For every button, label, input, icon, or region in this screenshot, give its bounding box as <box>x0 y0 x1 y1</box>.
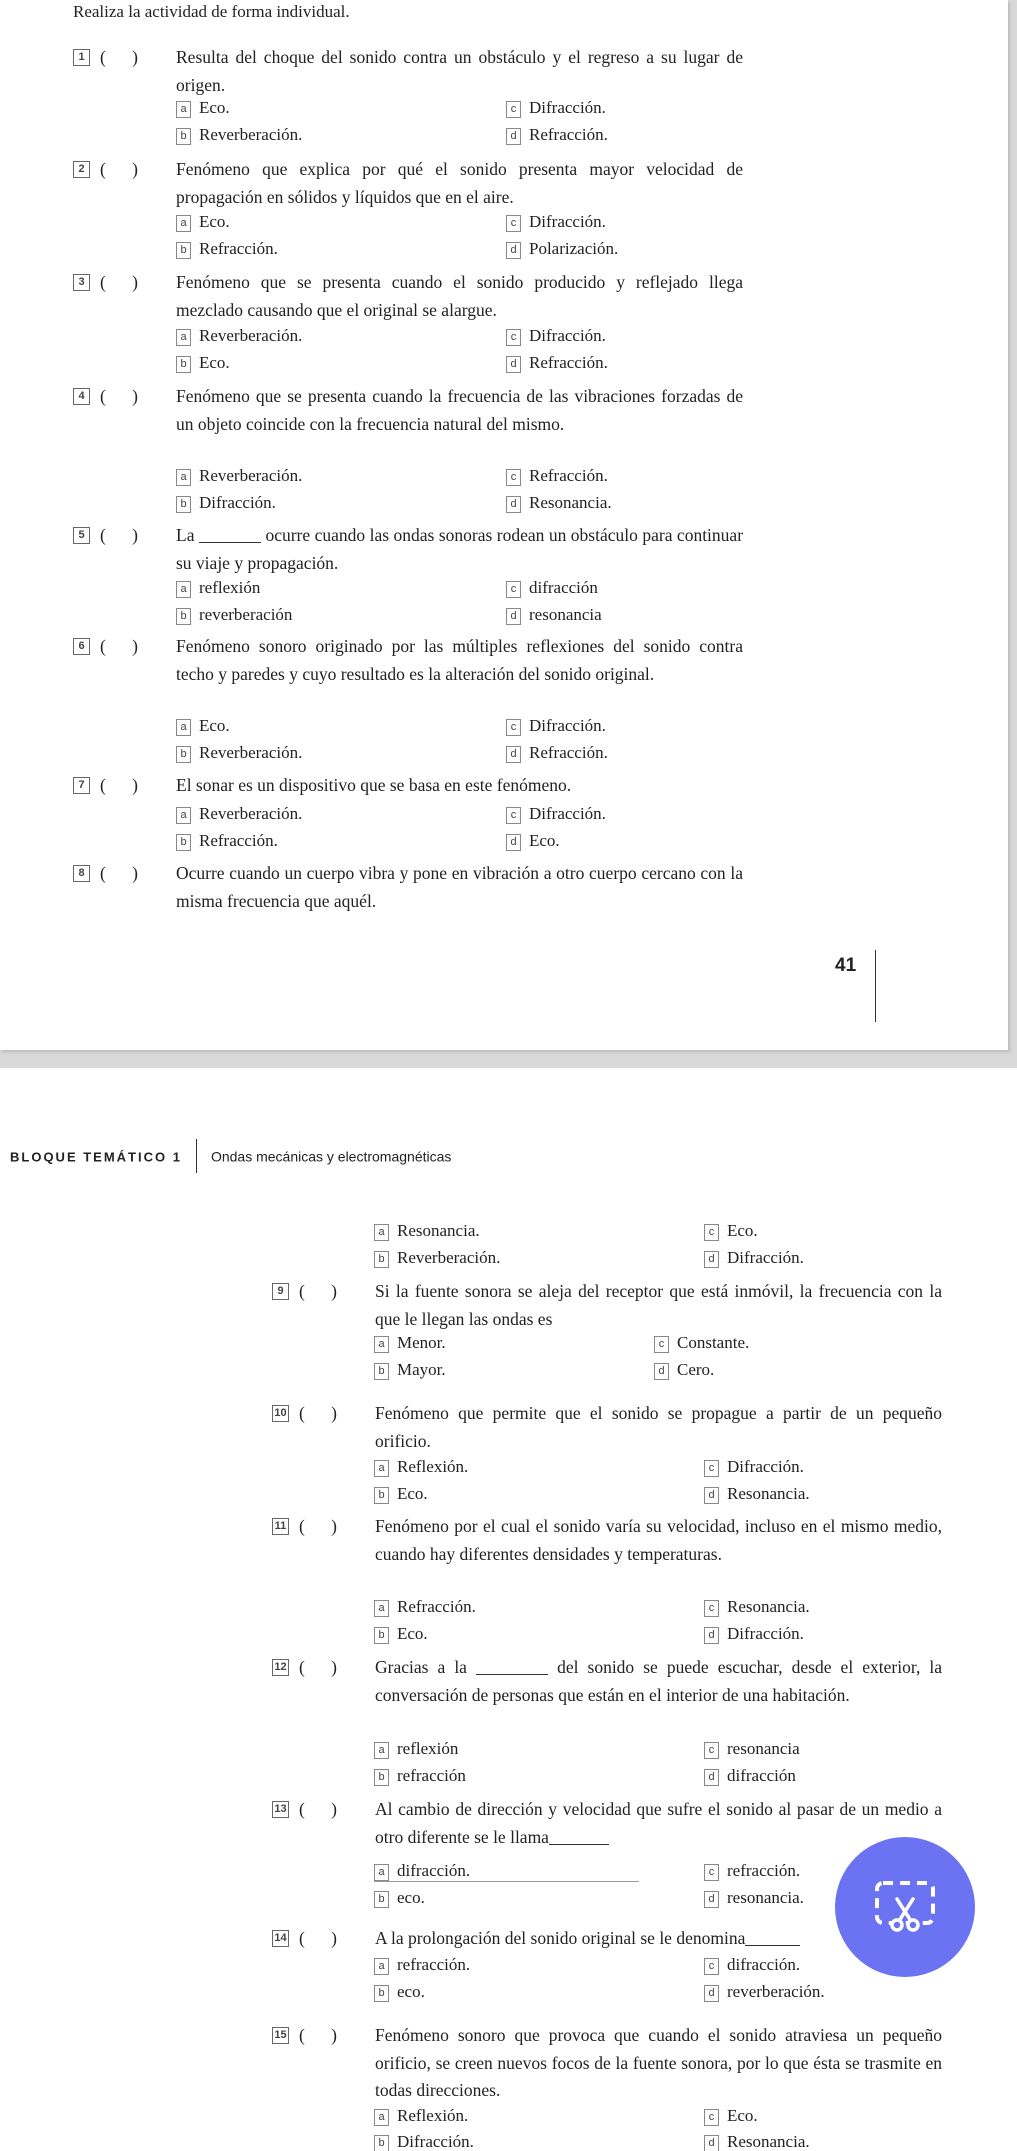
question-text: La ocurre cuando las ondas sonoras rodean un obstáculo para continuar su viaje y propagación. <box>176 525 744 573</box>
option-a[interactable]: a Eco. <box>176 716 230 736</box>
option-d[interactable]: d Polarización. <box>506 239 618 259</box>
question-number: 2 <box>73 161 90 178</box>
question-number: 6 <box>73 638 90 655</box>
option-d[interactable]: d Difracción. <box>704 1624 804 1644</box>
question-number: 1 <box>73 49 90 66</box>
question-number: 9 <box>272 1283 289 1300</box>
question-number: 3 <box>73 274 90 291</box>
answer-blank[interactable]: ( ) <box>299 1281 337 1301</box>
option-a[interactable]: a reflexión <box>374 1739 458 1759</box>
option-b[interactable]: b Eco. <box>374 1624 428 1644</box>
option-a[interactable]: a Refracción. <box>374 1597 476 1617</box>
answer-blank[interactable]: ( ) <box>100 159 138 179</box>
option-b[interactable]: b eco. <box>374 1888 425 1908</box>
question-text: Ocurre cuando un cuerpo vibra y pone en vibración a otro cuerpo cercano con la misma frecuencia que aquél. <box>176 863 743 911</box>
option-b[interactable]: b Difracción. <box>176 493 276 513</box>
question-text: Fenómeno que permite que el sonido se propague a partir de un pequeño orificio. <box>375 1403 942 1451</box>
question-text: Al cambio de dirección y velocidad que sufre el sonido al pasar de un medio a otro diferente se le llama <box>375 1799 942 1847</box>
topic-label: Ondas mecánicas y electromagnéticas <box>210 1148 452 1165</box>
option-d[interactable]: d Difracción. <box>704 1248 804 1268</box>
page-41 <box>0 0 1008 1050</box>
option-c[interactable]: c Difracción. <box>506 804 606 824</box>
option-a[interactable]: a Resonancia. <box>374 1221 480 1241</box>
question-number: 15 <box>272 2027 289 2044</box>
option-d[interactable]: d difracción <box>704 1766 796 1786</box>
option-b[interactable]: b Refracción. <box>176 239 278 259</box>
answer-blank[interactable]: ( ) <box>100 863 138 883</box>
option-a[interactable]: a refracción. <box>374 1955 470 1975</box>
answer-blank[interactable]: ( ) <box>100 636 138 656</box>
question-text: Fenómeno que se presenta cuando la frecuencia de las vibraciones forzadas de un objeto coincide con la frecuencia natural del mismo. <box>176 386 743 434</box>
option-d[interactable]: d reverberación. <box>704 1982 825 2002</box>
option-a[interactable]: a Reverberación. <box>176 326 302 346</box>
option-a[interactable]: a Reflexión. <box>374 1457 468 1477</box>
answer-blank[interactable]: ( ) <box>299 1516 337 1536</box>
option-c[interactable]: c Difracción. <box>506 212 606 232</box>
option-a[interactable]: a difracción. <box>374 1861 639 1882</box>
question-text: Fenómeno que se presenta cuando el sonido producido y reflejado llega mezclado causando que el original se alargue. <box>176 272 743 320</box>
question-text: El sonar es un dispositivo que se basa en este fenómeno. <box>176 775 572 795</box>
option-c[interactable]: c Constante. <box>654 1333 749 1353</box>
question-text: Si la fuente sonora se aleja del receptor que está inmóvil, la frecuencia con la que le llegan las ondas es <box>375 1281 942 1329</box>
option-a[interactable]: a Eco. <box>176 98 230 118</box>
answer-blank[interactable]: ( ) <box>100 272 138 292</box>
option-d[interactable]: d Refracción. <box>506 125 608 145</box>
option-d[interactable]: d Refracción. <box>506 353 608 373</box>
option-b[interactable]: b Difracción. <box>374 2132 474 2151</box>
option-d[interactable]: d Eco. <box>506 831 560 851</box>
option-c[interactable]: c Difracción. <box>506 716 606 736</box>
option-d[interactable]: d resonancia <box>506 605 602 625</box>
question-number: 11 <box>272 1518 289 1535</box>
option-b[interactable]: b Reverberación. <box>374 1248 500 1268</box>
option-a[interactable]: a reflexión <box>176 578 260 598</box>
page-number-divider <box>875 950 876 1022</box>
option-c[interactable]: c Resonancia. <box>704 1597 810 1617</box>
page-42 <box>0 1068 1017 2151</box>
answer-blank[interactable]: ( ) <box>299 1799 337 1819</box>
option-b[interactable]: b Eco. <box>374 1484 428 1504</box>
option-b[interactable]: b Mayor. <box>374 1360 446 1380</box>
header-divider <box>196 1139 197 1173</box>
option-c[interactable]: c Difracción. <box>506 98 606 118</box>
option-a[interactable]: a Reverberación. <box>176 466 302 486</box>
option-a[interactable]: a Reverberación. <box>176 804 302 824</box>
option-b[interactable]: b reverberación <box>176 605 292 625</box>
question-text: Fenómeno sonoro originado por las múltiples reflexiones del sonido contra techo y paredes y cuyo resultado es la alteración del sonido original. <box>176 636 743 684</box>
option-d[interactable]: d Refracción. <box>506 743 608 763</box>
question-text: Gracias a la del sonido se puede escuchar, desde el exterior, la conversación de personas que están en el interior de una habitación. <box>375 1657 943 1705</box>
option-b[interactable]: b Eco. <box>176 353 230 373</box>
option-b[interactable]: b Reverberación. <box>176 125 302 145</box>
question-text: Resulta del choque del sonido contra un obstáculo y el regreso a su lugar de origen. <box>176 47 743 95</box>
answer-blank[interactable]: ( ) <box>299 1928 337 1948</box>
option-b[interactable]: b refracción <box>374 1766 466 1786</box>
question-text: Fenómeno que explica por qué el sonido presenta mayor velocidad de propagación en sólidos y líquidos que en el aire. <box>176 159 743 207</box>
option-c[interactable]: c Refracción. <box>506 466 608 486</box>
question-number: 13 <box>272 1801 289 1818</box>
option-c[interactable]: c Difracción. <box>506 326 606 346</box>
option-b[interactable]: b Reverberación. <box>176 743 302 763</box>
answer-blank[interactable]: ( ) <box>100 775 138 795</box>
option-b[interactable]: b eco. <box>374 1982 425 2002</box>
question-text: A la prolongación del sonido original se le denomina <box>375 1925 995 1953</box>
option-d[interactable]: d Resonancia. <box>704 2132 810 2151</box>
question-number: 5 <box>73 527 90 544</box>
screenshot-crop-icon <box>873 1879 937 1935</box>
option-a[interactable]: a Reflexión. <box>374 2106 468 2126</box>
answer-blank[interactable]: ( ) <box>100 386 138 406</box>
option-d[interactable]: d Cero. <box>654 1360 714 1380</box>
question-text: Fenómeno por el cual el sonido varía su velocidad, incluso en el mismo medio, cuando hay diferentes densidades y temperaturas. <box>375 1516 942 1564</box>
page-number: 41 <box>835 955 857 976</box>
fill-blank[interactable] <box>476 1660 548 1675</box>
option-c[interactable]: c Eco. <box>704 2106 758 2126</box>
answer-blank[interactable]: ( ) <box>299 1403 337 1423</box>
fill-blank[interactable] <box>745 1931 800 1946</box>
fill-blank[interactable] <box>199 528 261 543</box>
option-a[interactable]: a Menor. <box>374 1333 446 1353</box>
bloque-label: BLOQUE TEMÁTICO 1 <box>10 1149 182 1165</box>
option-c[interactable]: c refracción. <box>704 1861 800 1881</box>
option-b[interactable]: b Refracción. <box>176 831 278 851</box>
fill-blank[interactable] <box>549 1830 609 1845</box>
option-c[interactable]: c difracción <box>506 578 598 598</box>
option-d[interactable]: d resonancia. <box>704 1888 804 1908</box>
question-number: 10 <box>272 1405 289 1422</box>
answer-blank[interactable]: ( ) <box>299 2025 337 2045</box>
option-c[interactable]: c difracción. <box>704 1955 800 1975</box>
page-header <box>10 1141 451 1175</box>
option-c[interactable]: c Difracción. <box>704 1457 804 1477</box>
option-a[interactable]: a Eco. <box>176 212 230 232</box>
option-c[interactable]: c Eco. <box>704 1221 758 1241</box>
instruction: Realiza la actividad de forma individual. <box>73 2 350 21</box>
question-number: 12 <box>272 1659 289 1676</box>
option-d[interactable]: d Resonancia. <box>704 1484 810 1504</box>
option-d[interactable]: d Resonancia. <box>506 493 612 513</box>
screenshot-tool-button[interactable] <box>835 1837 975 1977</box>
answer-blank[interactable]: ( ) <box>100 525 138 545</box>
question-number: 4 <box>73 388 90 405</box>
question-number: 14 <box>272 1930 289 1947</box>
answer-blank[interactable]: ( ) <box>100 47 138 67</box>
option-c[interactable]: c resonancia <box>704 1739 800 1759</box>
answer-blank[interactable]: ( ) <box>299 1657 337 1677</box>
question-number: 7 <box>73 777 90 794</box>
question-number: 8 <box>73 865 90 882</box>
question-text: Fenómeno sonoro que provoca que cuando el sonido atraviesa un pequeño orificio, se creen nuevos focos de la fuente sonora, por lo que ésta se trasmite en todas direcciones. <box>375 2025 942 2100</box>
